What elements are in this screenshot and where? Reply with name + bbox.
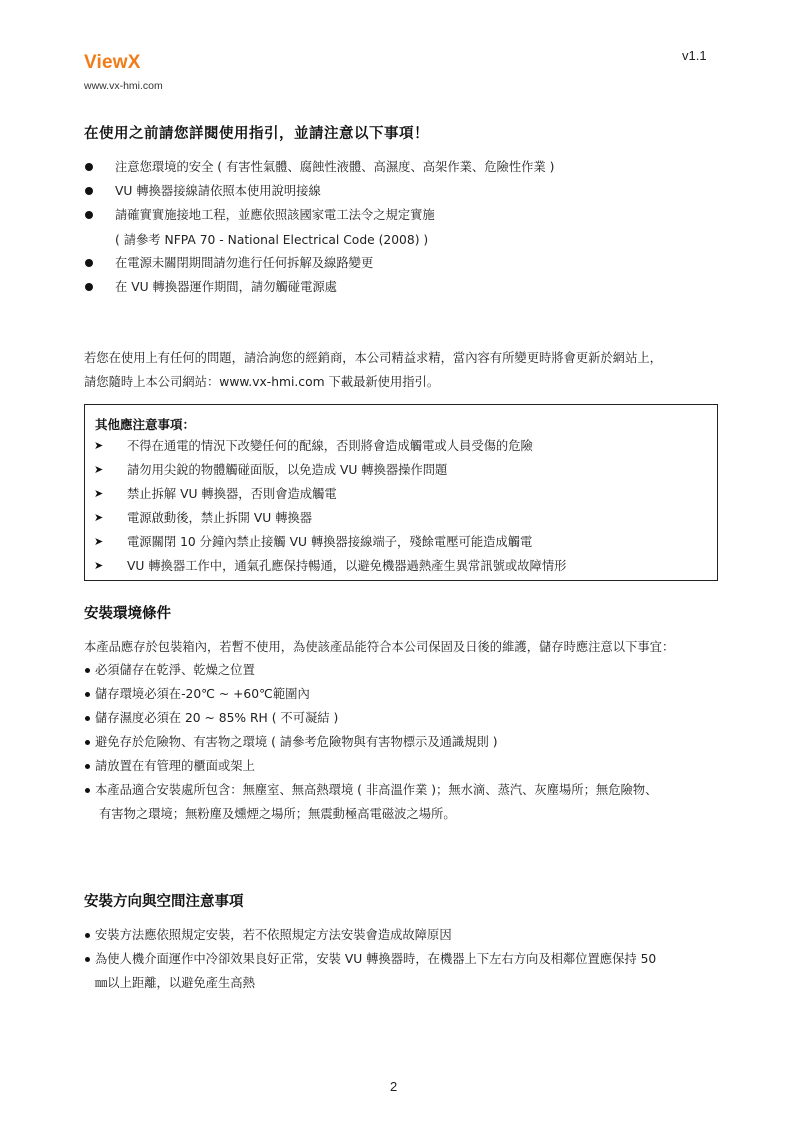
bullet-icon [85, 187, 93, 195]
bullet-icon [85, 933, 90, 938]
environment-intro: 本產品應存於包裝箱內，若暫不使用，為使該產品能符合本公司保固及日後的維護，儲存時應注意以下事宜： [84, 640, 675, 654]
arrow-bullet-icon: ➤ [94, 487, 104, 500]
precaution-item: 請確實實施接地工程，並應依照該國家電工法令之規定實施 [115, 208, 435, 222]
website-url: www.vx-hmi.com [84, 80, 163, 92]
environment-item: 本產品適合安裝處所包含：無塵室、無高熱環境 ( 非高溫作業 )；無水滴、蒸汽、灰塵場所；無危險物、 [95, 783, 658, 797]
bullet-icon [85, 211, 93, 219]
bullet-icon [85, 716, 90, 721]
notice-item: 電源啟動後，禁止拆開 VU 轉換器 [127, 511, 313, 525]
orientation-section-title: 安裝方向與空間注意事項 [84, 894, 244, 910]
environment-item: 必須儲存在乾淨、乾燥之位置 [95, 663, 255, 677]
arrow-bullet-icon: ➤ [94, 559, 104, 572]
precaution-item: VU 轉換器接線請依照本使用說明接線 [115, 184, 321, 198]
notice-item: 不得在通電的情況下改變任何的配線，否則將會造成觸電或人員受傷的危險 [127, 439, 533, 453]
notice-item: VU 轉換器工作中，通氣孔應保持暢通，以避免機器過熱產生異常訊號或故障情形 [127, 559, 567, 573]
orientation-item-continuation: ㎜以上距離，以避免產生高熱 [95, 976, 255, 990]
orientation-item: 為使人機介面運作中冷卻效果良好正常，安裝 VU 轉換器時，在機器上下左右方向及相鄰位置應保持 50 [95, 952, 657, 966]
environment-item: 儲存濕度必須在 20 ~ 85% RH ( 不可凝結 ) [95, 711, 339, 725]
bullet-icon [85, 259, 93, 267]
bullet-icon [85, 764, 90, 769]
arrow-bullet-icon: ➤ [94, 535, 104, 548]
notice-item: 電源關閉 10 分鐘內禁止接觸 VU 轉換器接線端子，殘餘電壓可能造成觸電 [127, 535, 533, 549]
notice-item: 禁止拆解 VU 轉換器，否則會造成觸電 [127, 487, 337, 501]
bullet-icon [85, 692, 90, 697]
precaution-note: ( 請參考 NFPA 70 - National Electrical Code (2008) ) [115, 233, 429, 247]
environment-item-continuation: 有害物之環境；無粉塵及燻煙之場所；無震動極高電磁波之場所。 [99, 807, 456, 821]
environment-item: 避免存於危險物、有害物之環境 ( 請參考危險物與有害物標示及通識規則 ) [95, 735, 498, 749]
precaution-item: 注意您環境的安全 ( 有害性氣體、腐蝕性液體、高濕度、高架作業、危險性作業 ) [115, 160, 555, 174]
precaution-item: 在 VU 轉換器運作期間，請勿觸碰電源處 [115, 280, 337, 294]
bullet-icon [85, 740, 90, 745]
bullet-icon [85, 668, 90, 673]
orientation-item: 安裝方法應依照規定安裝，若不依照規定方法安裝會造成故障原因 [95, 928, 452, 942]
arrow-bullet-icon: ➤ [94, 439, 104, 452]
precaution-item: 在電源未關閉期間請勿進行任何拆解及線路變更 [115, 256, 374, 270]
environment-item: 儲存環境必須在-20℃ ~ +60℃範圍內 [95, 687, 310, 701]
contact-paragraph-line: 請您隨時上本公司網站：www.vx-hmi.com 下載最新使用指引。 [84, 375, 440, 389]
version-label: v1.1 [682, 48, 707, 63]
arrow-bullet-icon: ➤ [94, 511, 104, 524]
arrow-bullet-icon: ➤ [94, 463, 104, 476]
bullet-icon [85, 163, 93, 171]
environment-item: 請放置在有管理的櫃面或架上 [95, 759, 255, 773]
contact-paragraph-line: 若您在使用上有任何的問題，請洽詢您的經銷商，本公司精益求精，當內容有所變更時將會更新於網站上， [84, 351, 662, 365]
environment-section-title: 安裝環境條件 [84, 606, 171, 622]
bullet-icon [85, 957, 90, 962]
page-number: 2 [390, 1079, 398, 1094]
bullet-icon [85, 788, 90, 793]
brand-logo-text: ViewX [84, 52, 141, 73]
bullet-icon [85, 283, 93, 291]
main-heading: 在使用之前請您詳閱使用指引，並請注意以下事項！ [84, 126, 429, 142]
notice-item: 請勿用尖銳的物體觸碰面版，以免造成 VU 轉換器操作問題 [127, 463, 448, 477]
notice-box-title: 其他應注意事項： [95, 417, 196, 432]
